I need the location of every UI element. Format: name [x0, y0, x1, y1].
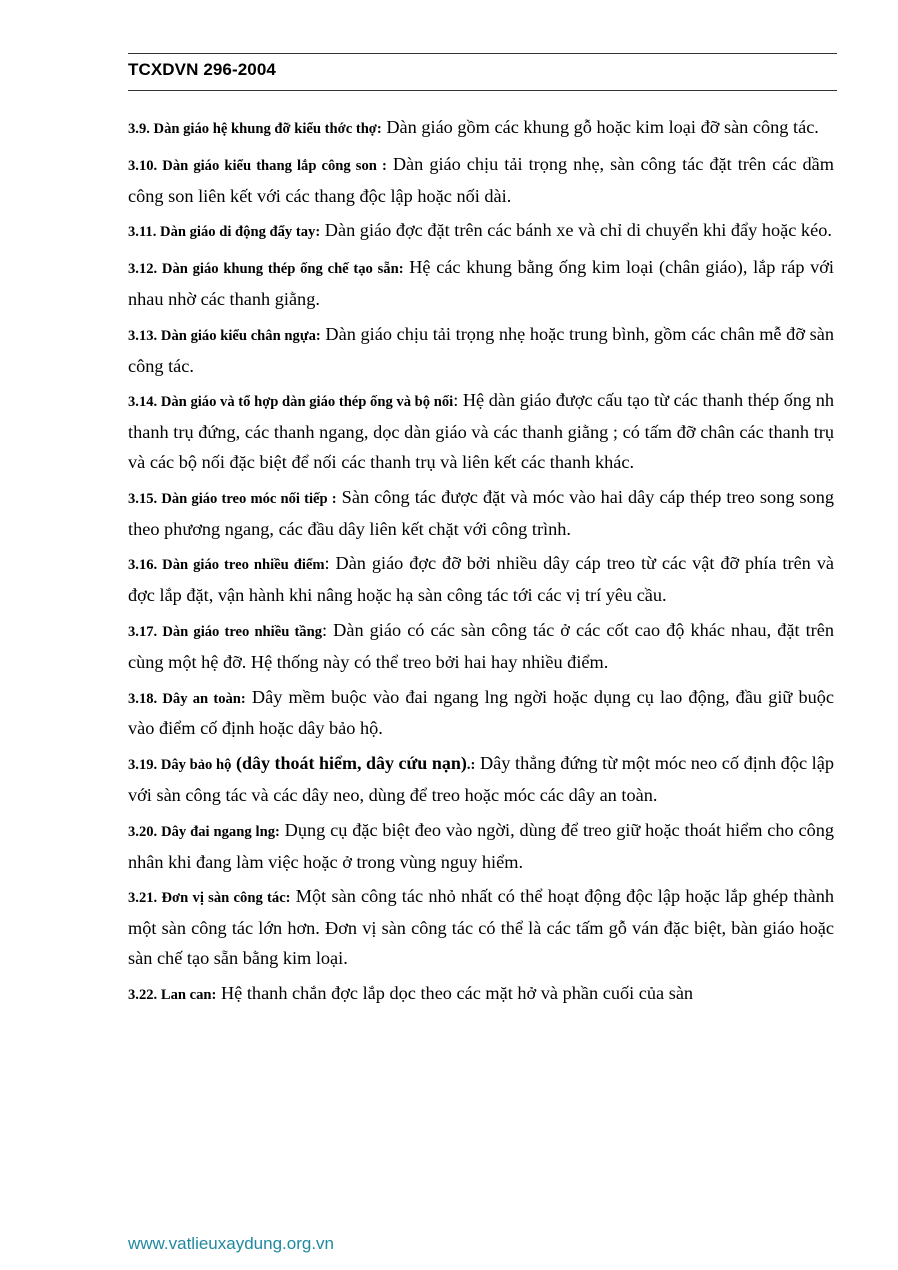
definition-text: Dây thẳng đứng từ một móc neo cố định độc lập với sàn công tác và các dây neo, dùng để treo hoặc móc các dây an toàn.: [128, 753, 834, 805]
definition-3-14: [128, 386, 834, 477]
definition-3-19: [128, 749, 834, 811]
definition-3-9: [128, 113, 834, 145]
term-label-alias: (dây thoát hiểm, dây cứu nạn): [231, 753, 467, 774]
definition-3-16: [128, 549, 834, 611]
term-label: 3.12. Dàn giáo khung thép ống chế tạo sẵn:: [128, 261, 404, 278]
definition-text: : Dàn giáo đợc đỡ bởi nhiều dây cáp treo từ các vật đỡ phía trên và đợc lắp đặt, vận hành khi nâng hoặc hạ sàn công tác tới các vị trí yêu cầu.: [128, 553, 834, 606]
definition-3-21: [128, 882, 834, 973]
definition-text: : Hệ dàn giáo được cấu tạo từ các thanh thép ống nh thanh trụ đứng, các thanh ngang, dọc dàn giáo và các thanh giằng ; có tấm đỡ chân các thanh trụ và các bộ nối đặc biệt để nối các thanh trụ và liên kết các thanh khác.: [128, 390, 834, 472]
definition-text: Hệ các khung bằng ống kim loại (chân giáo), lắp ráp với nhau nhờ các thanh giằng.: [128, 257, 835, 309]
term-label: 3.20. Dây đai ngang lng:: [128, 823, 280, 840]
definition-3-18: [128, 683, 834, 745]
document-body: [128, 113, 834, 1016]
term-label: 3.11. Dàn giáo di động đẩy tay:: [128, 224, 321, 241]
term-label: 3.15. Dàn giáo treo móc nối tiếp :: [128, 490, 337, 507]
term-label-tail: .:: [466, 757, 476, 774]
footer-website-link[interactable]: www.vatlieuxaydung.org.vn: [128, 1234, 335, 1253]
term-label: 3.13. Dàn giáo kiểu chân ngựa:: [128, 327, 321, 344]
term-label: 3.10. Dàn giáo kiểu thang lắp công son :: [128, 157, 387, 174]
definition-text: Hệ thanh chắn đợc lắp dọc theo các mặt hở và phần cuối của sàn: [216, 982, 694, 1003]
definition-3-12: [128, 253, 834, 315]
definition-3-15: [128, 483, 834, 545]
definition-3-13: [128, 320, 834, 382]
definition-3-22: [128, 979, 834, 1011]
definition-3-10: [128, 150, 834, 212]
term-label-main: 3.19. Dây bảo hộ: [128, 757, 232, 774]
definition-text: Dàn giáo chịu tải trọng nhẹ, sàn công tác đặt trên các dầm công son liên kết với các thang độc lập hoặc nối dài.: [128, 153, 834, 206]
term-label: 3.9. Dàn giáo hệ khung đỡ kiểu thớc thợ:: [128, 121, 382, 137]
header-bottom-rule: [128, 90, 837, 91]
definition-3-11: [128, 216, 834, 248]
definition-text: : Dàn giáo có các sàn công tác ở các cốt cao độ khác nhau, đặt trên cùng một hệ đỡ. Hệ thống này có thể treo bởi hai hay nhiều điểm.: [128, 619, 834, 672]
term-label: [128, 753, 476, 774]
definition-3-17: [128, 616, 834, 678]
definition-text: Sàn công tác được đặt và móc vào hai dây cáp thép treo song song theo phương ngang, các đầu dây liên kết chặt với công trình.: [128, 486, 834, 539]
definition-text: Dàn giáo gồm các khung gỗ hoặc kim loại đỡ sàn công tác.: [381, 117, 819, 137]
definition-text: Dây mềm buộc vào đai ngang lng ngời hoặc dụng cụ lao động, đầu giữ buộc vào điểm cố định hoặc dây bảo hộ.: [128, 686, 834, 739]
term-label: 3.16. Dàn giáo treo nhiều điểm: [128, 557, 325, 574]
definition-text: Dàn giáo chịu tải trọng nhẹ hoặc trung bình, gồm các chân mễ đỡ sàn công tác.: [128, 323, 834, 376]
document-code: TCXDVN 296-2004: [128, 60, 276, 79]
term-label: 3.18. Dây an toàn:: [128, 690, 246, 707]
term-label: 3.14. Dàn giáo và tổ hợp dàn giáo thép ống và bộ nối: [128, 394, 454, 411]
term-label: 3.22. Lan can:: [128, 986, 217, 1003]
definition-text: Một sàn công tác nhỏ nhất có thể hoạt động độc lập hoặc lắp ghép thành một sàn công tác lớn hơn. Đơn vị sàn công tác có thể là các tấm gỗ ván đặc biệt, bàn giáo hoặc sàn chế tạo sẵn bằng kim loại.: [128, 886, 834, 968]
term-label: 3.21. Đơn vị sàn công tác:: [128, 890, 291, 907]
term-label: 3.17. Dàn giáo treo nhiều tầng: [128, 623, 323, 640]
definition-text: Dàn giáo đợc đặt trên các bánh xe và chỉ di chuyển khi đẩy hoặc kéo.: [320, 220, 832, 241]
definition-text: Dụng cụ đặc biệt đeo vào ngời, dùng để treo giữ hoặc thoát hiểm cho công nhân khi đang làm việc hoặc ở trong vùng nguy hiểm.: [128, 819, 834, 872]
header-top-rule: [128, 53, 837, 54]
definition-3-20: [128, 816, 834, 878]
